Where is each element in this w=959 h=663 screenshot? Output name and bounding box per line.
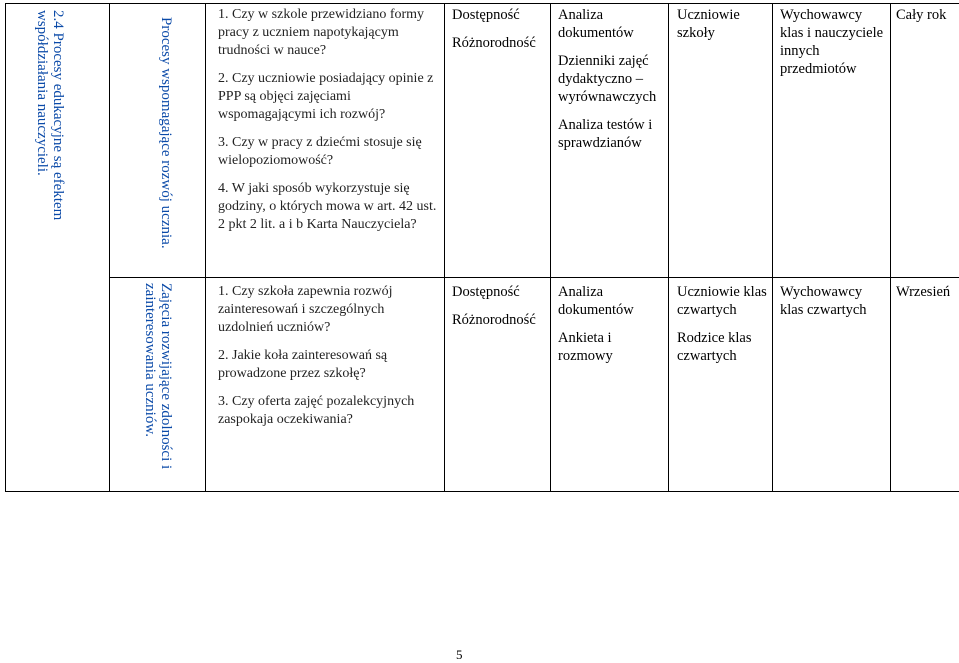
question: 3. Czy oferta zajęć pozalekcyjnych zaspokaja oczekiwania? [218,394,415,427]
criteria-cell [452,6,547,62]
table-border-top [5,3,959,4]
criterion: Różnorodność [452,35,536,51]
table-border-left [5,3,6,492]
time: Cały rok [896,7,947,23]
criterion: Dostępność [452,284,520,300]
criteria-cell [452,283,547,339]
process-cell-2 [142,283,174,483]
col-divider [772,3,773,492]
methods-cell [558,6,664,162]
area-cell [34,10,66,270]
process-line-1: Zajęcia rozwijające zdolności i [158,283,174,470]
page-number: 5 [456,647,463,662]
process-cell-1 [158,17,174,272]
process-line: Procesy wspomagające rozwój ucznia. [158,17,174,249]
area-line-2: współdziałania nauczycieli. [34,10,50,176]
question: 2. Jakie koła zainteresowań są prowadzone przez szkołę? [218,348,388,381]
source: Rodzice klas czwartych [677,330,752,364]
criterion: Dostępność [452,7,520,23]
row-divider [109,277,959,278]
time: Wrzesień [896,284,951,300]
question: 4. W jaki sposób wykorzystuje się godziny, o których mowa w art. 42 ust. 2 pkt 2 lit. a i b Karta Nauczyciela? [218,181,437,232]
methods-cell [558,283,664,375]
question: 1. Czy szkoła zapewnia rozwój zainteresowań i szczególnych uzdolnień uczniów? [218,284,393,335]
sources-cell [677,6,769,52]
responsible-cell [780,283,886,329]
question: 2. Czy uczniowie posiadający opinie z PPP są objęci zajęciami wspomagającymi ich rozwój? [218,71,434,122]
question: 1. Czy w szkole przewidziano formy pracy z uczniem napotykającym trudności w nauce? [218,7,425,58]
col-divider [890,3,891,492]
criterion: Różnorodność [452,312,536,328]
col-divider [668,3,669,492]
table-border-bottom [5,491,959,492]
responsible: Wychowawcy klas czwartych [780,284,867,318]
method: Analiza dokumentów [558,284,634,318]
method: Dzienniki zajęć dydaktyczno – wyrównawczych [558,53,657,105]
col-divider [444,3,445,492]
source: Uczniowie klas czwartych [677,284,767,318]
time-cell [896,6,958,24]
process-line-2: zainteresowania uczniów. [142,283,158,437]
responsible-cell [780,6,886,88]
col-divider [109,3,110,492]
sources-cell [677,283,769,375]
questions-cell [218,6,440,244]
responsible: Wychowawcy klas i nauczyciele innych przedmiotów [780,7,884,77]
method: Ankieta i rozmowy [558,330,613,364]
col-divider [205,3,206,492]
question: 3. Czy w pracy z dziećmi stosuje się wielopoziomowość? [218,135,422,168]
questions-cell [218,283,440,439]
area-line-1: 2.4 Procesy edukacyjne są efektem [50,10,66,221]
method: Analiza dokumentów [558,7,634,41]
time-cell [896,283,958,301]
source: Uczniowie szkoły [677,7,740,41]
method: Analiza testów i sprawdzianów [558,117,653,151]
col-divider [550,3,551,492]
